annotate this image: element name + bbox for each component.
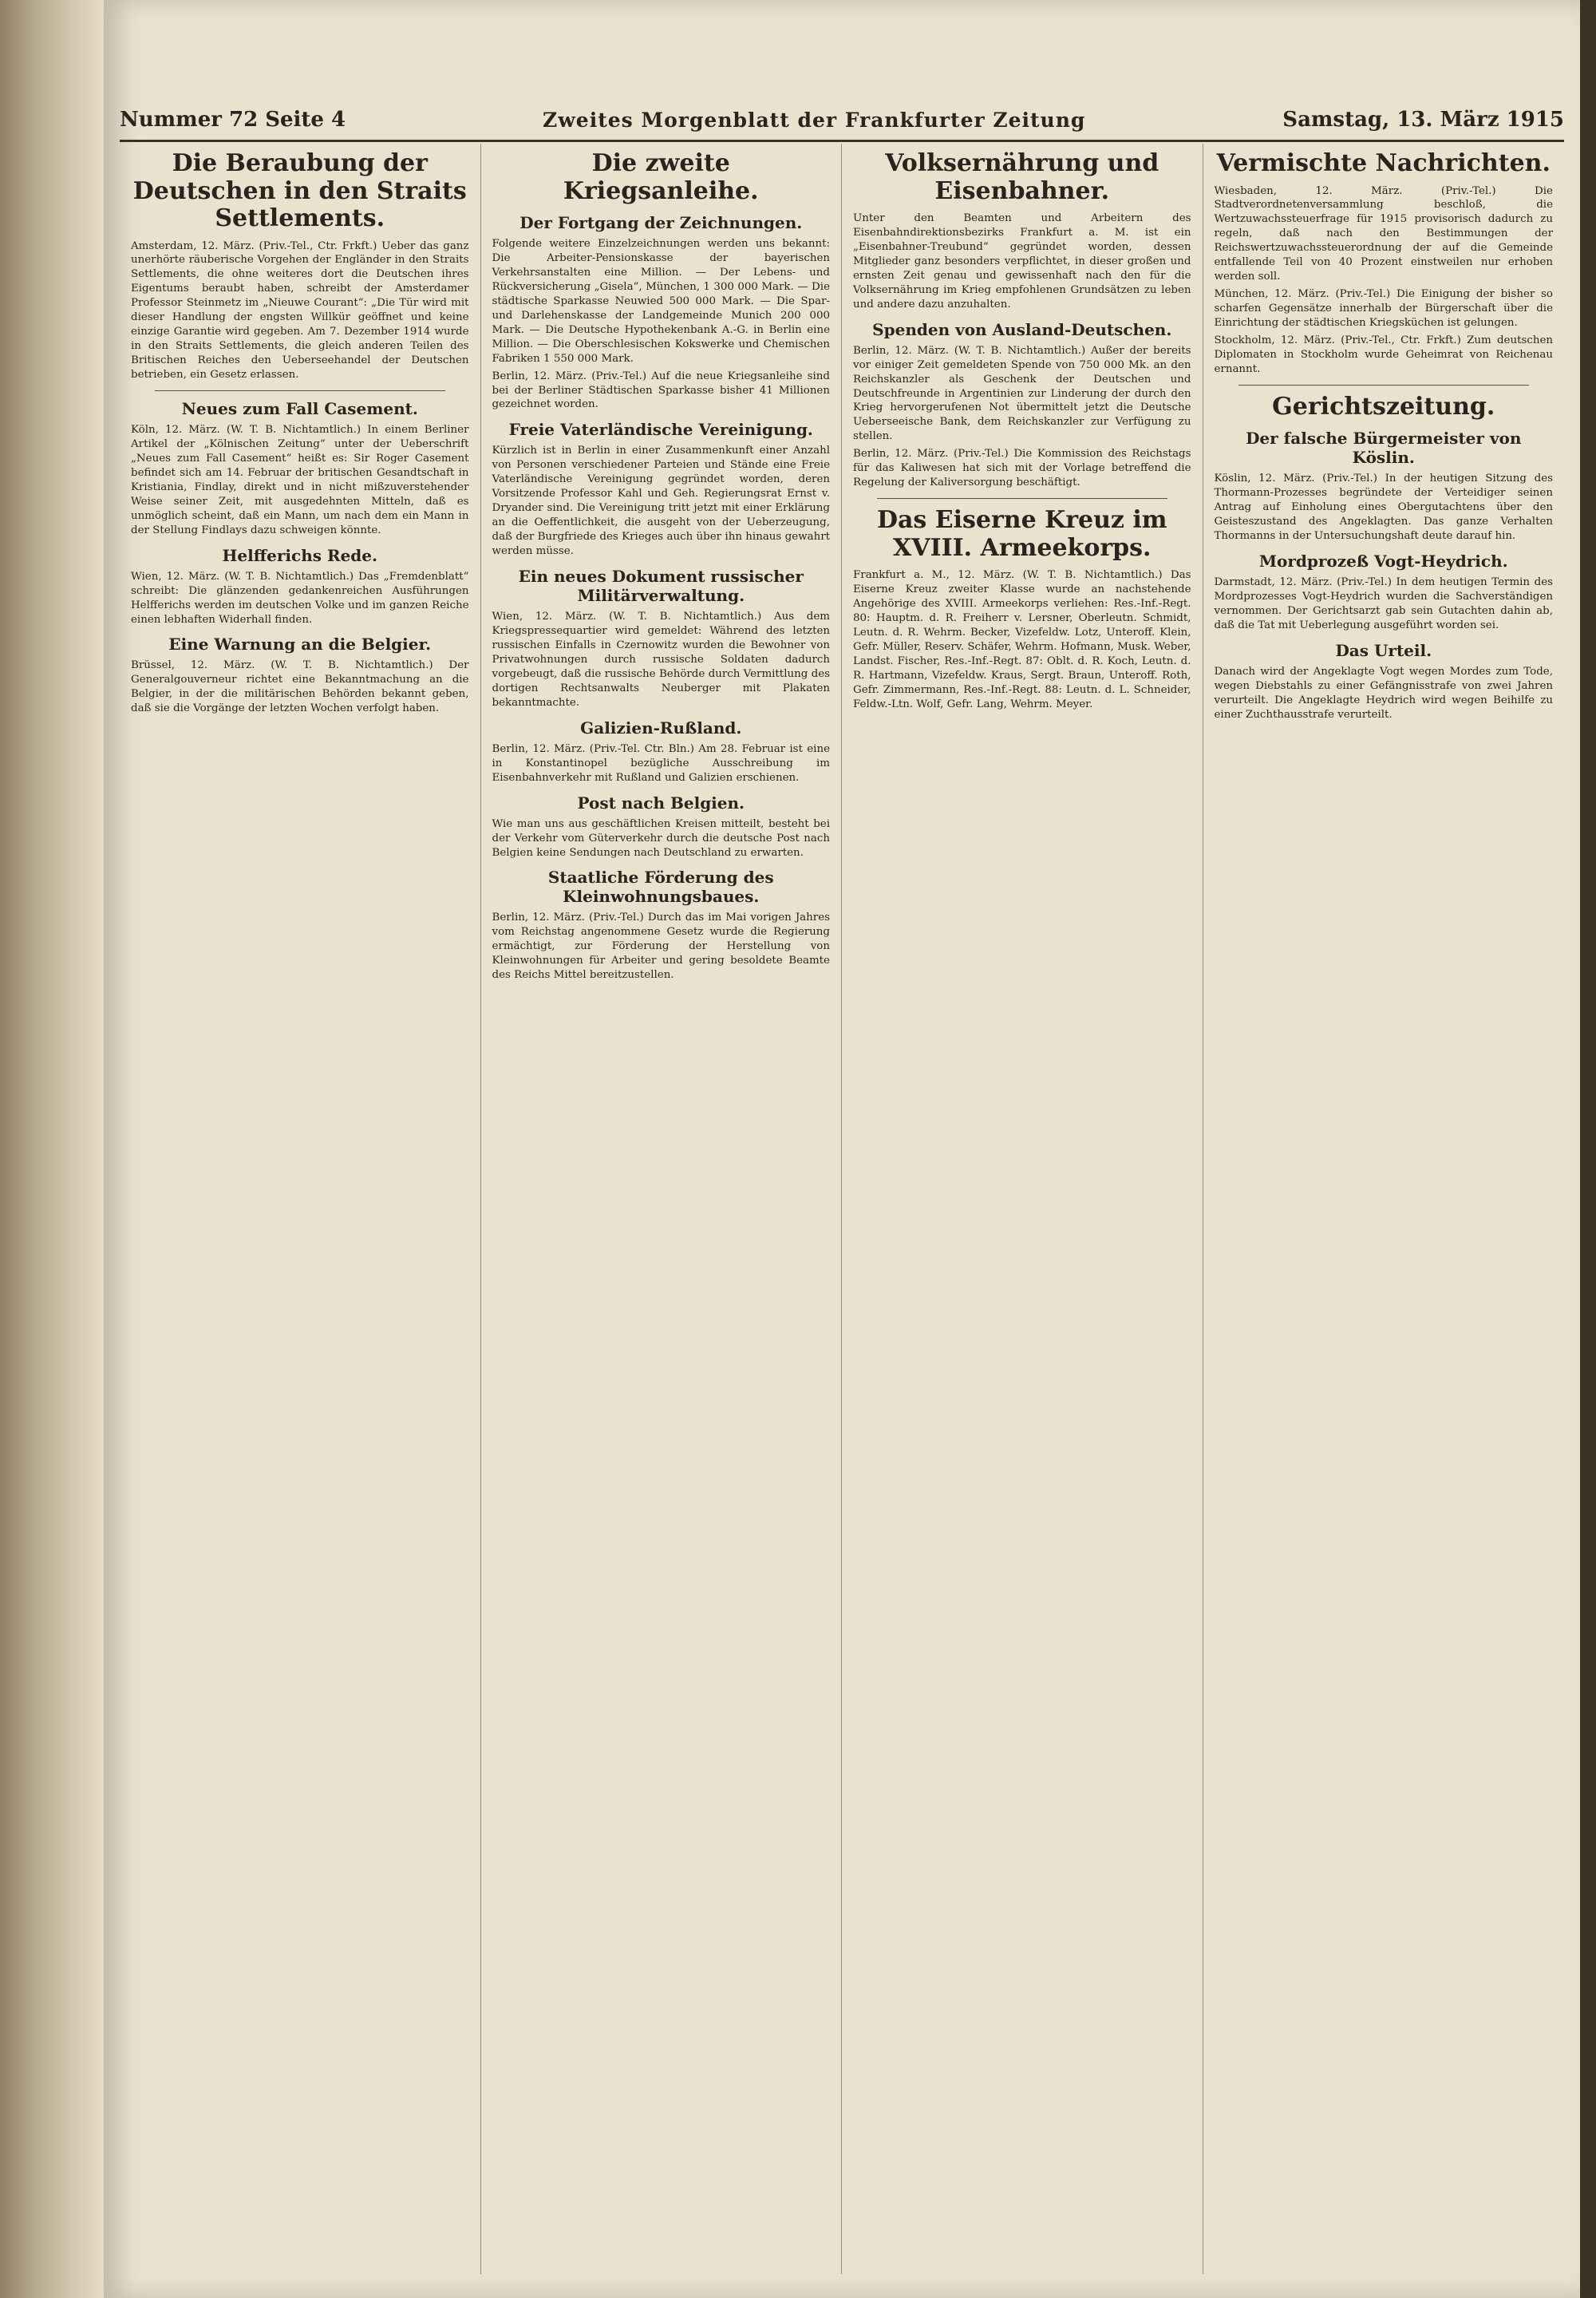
article-paragraph: Berlin, 12. März. (Priv.-Tel.) Die Kommission des Reichstags für das Kaliwesen hat sich mit der Vorlage betreffend die Regelung der Kaliversorgung beschäftigt. [853,448,1191,489]
article-heading: Das Urteil. [1335,640,1432,660]
article-heading: Freie Vaterländische Vereinigung. [508,420,813,440]
page-header [120,100,1564,142]
article-heading: Galizien-Rußland. [580,718,742,738]
article-paragraph: Folgende weitere Einzelzeichnungen werden uns bekannt: Die Arbeiter-Pensionskasse der bayerischen Verkehrsanstalten eine Million. — Der Lebens- und Rückversicherung „Gisela“, München, 1 300 000 Mark. — Die städtische Sparkasse Neuwied 500 000 Mark. — Die Spar- und Darlehenskasse der Landgemeinde Munich 200 000 Mark. — Die Deutsche Hypothekenbank A.-G. in Berlin eine Million. — Die Oberschlesischen Kokswerke und Chemischen Fabriken 1 550 000 Mark. [492,238,830,365]
column-3 [842,144,1203,2274]
divider [155,390,445,391]
article-paragraph: Darmstadt, 12. März. (Priv.-Tel.) In dem heutigen Termin des Mordprozesses Vogt-Heydrich wurden die Sachverständigen vernommen. Der Gerichtsarzt gab sein Gutachten dahin ab, daß die Tat mit Ueberlegung ausgeführt worden sei. [1214,576,1553,632]
newspaper-page [104,0,1580,2298]
article-paragraph: Unter den Beamten und Arbeitern des Eisenbahndirektionsbezirks Frankfurt a. M. ist ein „Eisenbahner-Treubund“ gegründet worden, dessen Mitglieder ganz besonders verpflichtet, in dieser großen und ernsten Zeit genau und gewissenhaft nach den für die Volksernährung im Krieg empfohlenen Grundsätzen zu leben und andere dazu anzuhalten. [853,212,1191,310]
article-paragraph: Amsterdam, 12. März. (Priv.-Tel., Ctr. Frkft.) Ueber das ganz unerhörte räuberische Vorgehen der Engländer in den Straits Settlements, die ohne weiteres dort die Deutschen ihres Eigentums beraubt haben, schreibt der Amsterdamer Professor Steinmetz im „Nieuwe Courant“: „Die Tür wird mit dieser Handlung der engsten Willkür geöffnet und keine einzige Garantie wird gegeben. Am 7. Dezember 1914 wurde in den Straits Settlements, die gleich anderen Teilen des Britischen Reiches den Ueberseehandel der Deutschen betrieben, ein Gesetz erlassen. [131,239,469,382]
article-title: Vermischte Nachrichten. [1216,149,1551,177]
article-paragraph: Brüssel, 12. März. (W. T. B. Nichtamtlich.) Der Generalgouverneur richtet eine Bekanntmachung an die Belgier, in der die militärischen Behörden bekannt geben, daß sie die Vorgänge der letzten Wochen verfolgt haben. [131,659,469,715]
issue-date: Samstag, 13. März 1915 [1282,108,1564,132]
masthead: Zweites Morgenblatt der Frankfurter Zeitung [543,108,1086,132]
article-title: Die zweite Kriegsanleihe. [563,149,759,205]
article-heading: Eine Warnung an die Belgier. [168,635,432,655]
column-4 [1203,144,1565,2274]
article-heading: Spenden von Ausland-Deutschen. [872,319,1172,339]
article-title: Das Eiserne Kreuz im XVIII. Armeekorps. [876,506,1167,562]
article-paragraph: Berlin, 12. März. (W. T. B. Nichtamtlich.) Außer der bereits vor einiger Zeit gemeldeten Spende von 750 000 Mk. an den Reichskanzler als Geschenk der Deutschen und Deutschfreunde in Argentinien zur Linderung der durch den Krieg hervorgerufenen Not übermittelt jetzt die Deutsche Ueberseeische Bank, dem Reichskanzler zur Verfügung zu stellen. [853,344,1191,443]
column-2 [481,144,843,2274]
article-columns [120,144,1564,2274]
article-paragraph: Berlin, 12. März. (Priv.-Tel.) Durch das im Mai vorigen Jahres vom Reichstag angenommene Gesetz wurde die Regierung ermächtigt, zur Förderung der Herstellung von Kleinwohnungen für Arbeiter und gering besoldete Beamte des Reichs Mittel bereitzustellen. [492,912,830,982]
article-paragraph: Wien, 12. März. (W. T. B. Nichtamtlich.) Das „Fremdenblatt“ schreibt: Die glänzenden gedankenreichen Ausführungen Helfferichs werden im deutschen Volke und im ganzen Reiche einen lebhaften Widerhall finden. [131,570,469,626]
article-heading: Der falsche Bürgermeister von Köslin. [1246,429,1522,468]
column-1 [120,144,481,2274]
page-edge [1580,0,1596,2298]
article-paragraph: München, 12. März. (Priv.-Tel.) Die Einigung der bisher so scharfen Gegensätze innerhalb der Bürgerschaft über die Einrichtung der städtischen Kriegsküchen ist gelungen. [1214,288,1553,330]
article-paragraph: Kürzlich ist in Berlin in einer Zusammenkunft einer Anzahl von Personen verschiedener Parteien und Stände eine Freie Vaterländische Vereinigung gegründet worden, deren Vorsitzende Professor Kahl und Geh. Regierungsrat Ernst v. Dryander sind. Die Vereinigung tritt jetzt mit einer Erklärung an die Oeffentlichkeit, die ausgeht von der Ueberzeugung, daß der Burgfriede des Krieges auch über ihn hinaus gewahrt werden müsse. [492,445,830,558]
article-heading: Mordprozeß Vogt-Heydrich. [1258,552,1508,572]
article-heading: Post nach Belgien. [577,793,745,813]
article-title: Die Beraubung der Deutschen in den Straits Settlements. [132,149,467,232]
article-paragraph: Köln, 12. März. (W. T. B. Nichtamtlich.) In einem Berliner Artikel der „Kölnischen Zeitung“ unter der Ueberschrift „Neues zum Fall Casement“ heißt es: Sir Roger Casement befindet sich am 14. Februar der britischen Gesandtschaft in Kristiania, Findlay, direkt und in nicht mißzuverstehender Weise seiner Zeit, mit ausgedehnten Mitteln, daß es unmöglich scheint, daß ein Mann, um nach dem ein Mann in der Stellung Findlays dazu schweigen könnte. [131,424,469,536]
article-paragraph: Stockholm, 12. März. (Priv.-Tel., Ctr. Frkft.) Zum deutschen Diplomaten in Stockholm wurde Geheimrat von Reichenau ernannt. [1214,334,1553,375]
article-title: Volksernährung und Eisenbahner. [885,149,1159,205]
book-spine [0,0,104,2298]
divider [1238,385,1530,386]
article-subtitle: Der Fortgang der Zeichnungen. [519,213,803,232]
article-paragraph: Wie man uns aus geschäftlichen Kreisen mitteilt, besteht bei der Verkehr vom Güterverkehr durch die deutsche Post nach Belgien keine Sendungen nach Deutschland zu erwarten. [492,817,830,859]
article-heading: Ein neues Dokument russischer Militärverwaltung. [518,567,804,606]
article-paragraph: Berlin, 12. März. (Priv.-Tel. Ctr. Bln.) Am 28. Februar ist eine in Konstantinopel bezügliche Ausschreibung im Eisenbahnverkehr mit Rußland und Galizien erschienen. [492,742,830,784]
article-paragraph: Danach wird der Angeklagte Vogt wegen Mordes zum Tode, wegen Diebstahls zu einer Gefängnisstrafe von zwei Jahren verurteilt. Die Angeklagte Heydrich wird wegen Beihilfe zu einer Zuchthausstrafe verurteilt. [1214,665,1553,721]
article-heading: Helfferichs Rede. [222,545,377,565]
article-paragraph: Wien, 12. März. (W. T. B. Nichtamtlich.) Aus dem Kriegspressequartier wird gemeldet: Während des letzten russischen Einfalls in Czernowitz wurden die Bewohner von Privatwohnungen durch russische Soldaten dadurch vorgebeugt, daß die russische Behörde durch Vermittlung des dortigen Rechtsanwalts Neuberger mit Plakaten bekanntmachte. [492,611,830,709]
article-paragraph: Frankfurt a. M., 12. März. (W. T. B. Nichtamtlich.) Das Eiserne Kreuz zweiter Klasse wurde an nachstehende Angehörige des XVIII. Armeekorps verliehen: Res.-Inf.-Regt. 80: Hauptm. d. R. Freiherr v. Lersner, Oberleutn. Schmidt, Leutn. d. R. Wehrm. Becker, Vizefeldw. Lotz, Unteroff. Klein, Gefr. Müller, Reserv. Schäfer, Wehrm. Hofmann, Musk. Weber, Landst. Fischer, Res.-Inf.-Regt. 87: Oblt. d. R. Koch, Leutn. d. R. Hartmann, Vizefeldw. Kraus, Sergt. Braun, Unteroff. Roth, Gefr. Zimmermann, Res.-Inf.-Regt. 88: Leutn. d. L. Schneider, Feldw.-Ltn. Wolf, Gefr. Lang, Wehrm. Meyer. [853,569,1191,710]
article-paragraph: Berlin, 12. März. (Priv.-Tel.) Auf die neue Kriegsanleihe sind bei der Berliner Städtischen Sparkasse bisher 41 Millionen gezeichnet worden. [492,370,830,411]
article-paragraph: Wiesbaden, 12. März. (Priv.-Tel.) Die Stadtverordnetenversammlung beschloß, die Wertzuwachssteuerfrage für 1915 provisorisch dadurch zu regeln, daß nach den Bestimmungen der Reichswertzuwachssteuerordnung der auf die Gemeinde entfallende Teil von 40 Prozent einstweilen nur erhoben werden soll. [1214,184,1553,283]
page-number: Nummer 72 Seite 4 [120,108,346,132]
article-paragraph: Köslin, 12. März. (Priv.-Tel.) In der heutigen Sitzung des Thormann-Prozesses begründete der Verteidiger seinen Antrag auf Einholung eines Obergutachtens über den Geisteszustand des Angeklagten. Das ganze Verhalten Thormanns in der Untersuchungshaft deute darauf hin. [1214,473,1553,543]
divider [877,498,1167,499]
article-heading: Staatliche Förderung des Kleinwohnungsbaues. [547,868,774,907]
article-heading: Neues zum Fall Casement. [181,399,418,419]
section-title: Gerichtszeitung. [1272,392,1495,421]
